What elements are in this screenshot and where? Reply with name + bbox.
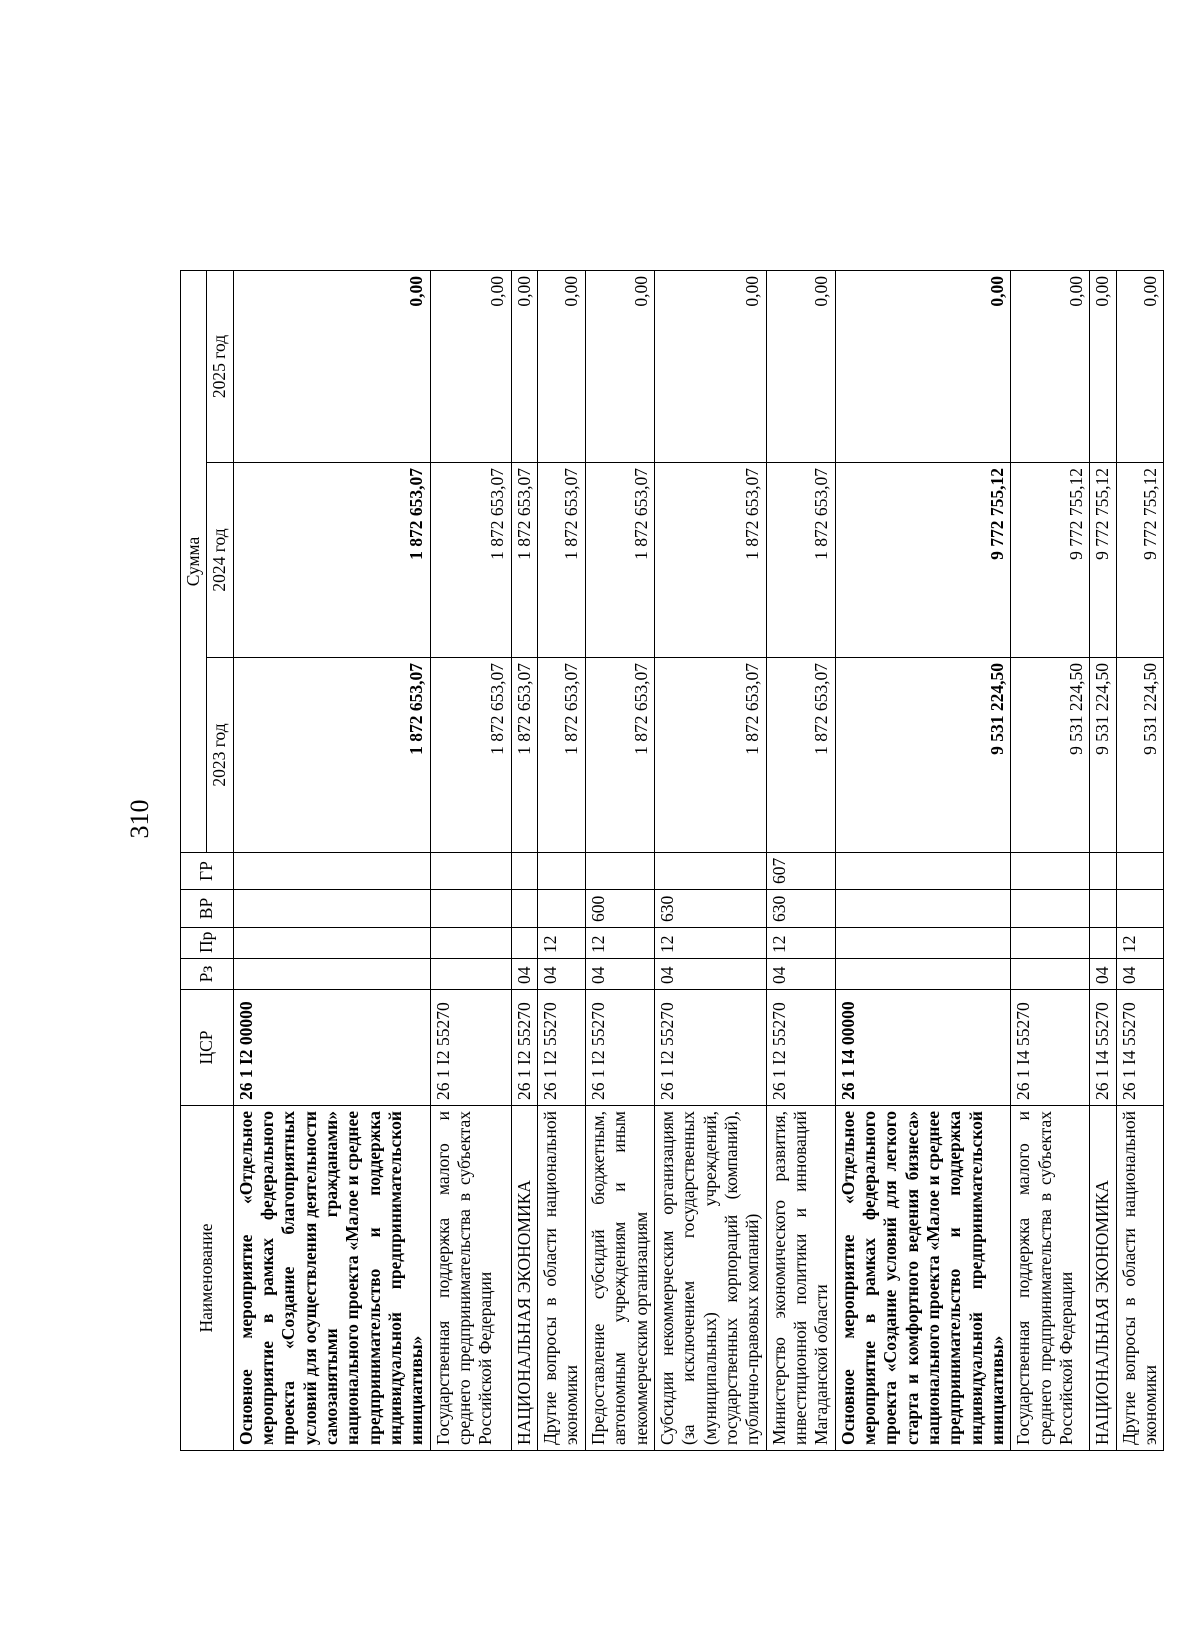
row-name: Основное мероприятие «Отдельное мероприятие в рамках федерального проекта «Создание условий для легкого старта и комфортного ведения бизнеса» национального проекта «Малое и среднее предпринимательство и поддержка индивидуальной предпринимательской инициативы» — [835, 1106, 1011, 1451]
row-rz: 04 — [1116, 959, 1164, 990]
header-sum: Сумма — [181, 271, 207, 853]
row-vr — [233, 890, 430, 928]
row-sum-2025: 0,00 — [430, 271, 511, 463]
row-sum-2025: 0,00 — [233, 271, 430, 463]
row-sum-2024: 1 872 653,07 — [654, 463, 766, 658]
row-gr — [585, 853, 654, 890]
row-sum-2023: 1 872 653,07 — [654, 658, 766, 853]
row-pr — [835, 928, 1011, 959]
row-name: Другие вопросы в области национальной экономики — [538, 1106, 586, 1451]
row-sum-2024: 1 872 653,07 — [233, 463, 430, 658]
row-vr: 630 — [766, 890, 835, 928]
row-gr — [538, 853, 586, 890]
row-gr: 607 — [766, 853, 835, 890]
row-sum-2024: 1 872 653,07 — [430, 463, 511, 658]
table-row — [511, 271, 537, 1451]
row-vr — [538, 890, 586, 928]
table-row — [233, 271, 430, 1451]
rotated-budget-table-wrapper — [180, 271, 1161, 1451]
row-sum-2025: 0,00 — [835, 271, 1011, 463]
row-rz: 04 — [766, 959, 835, 990]
row-sum-2025: 0,00 — [585, 271, 654, 463]
row-vr — [430, 890, 511, 928]
row-pr: 12 — [1116, 928, 1164, 959]
row-sum-2023: 1 872 653,07 — [511, 658, 537, 853]
row-name: Предоставление субсидий бюджетным, автономным учреждениям и иным некоммерческим организациям — [585, 1106, 654, 1451]
row-vr — [835, 890, 1011, 928]
row-sum-2025: 0,00 — [1090, 271, 1116, 463]
row-gr — [1011, 853, 1090, 890]
row-name: Государственная поддержка малого и среднего предпринимательства в субъектах Российской Федерации — [1011, 1106, 1090, 1451]
row-name: НАЦИОНАЛЬНАЯ ЭКОНОМИКА — [511, 1106, 537, 1451]
table-body — [233, 271, 1164, 1451]
row-csr: 26 1 I4 55270 — [1011, 990, 1090, 1106]
table-row — [654, 271, 766, 1451]
table-row — [538, 271, 586, 1451]
row-sum-2024: 1 872 653,07 — [511, 463, 537, 658]
row-sum-2023: 9 531 224,50 — [1090, 658, 1116, 853]
row-sum-2023: 1 872 653,07 — [233, 658, 430, 853]
row-name: Основное мероприятие «Отдельное мероприятие в рамках федерального проекта «Создание благоприятных условий для осуществления деятельности самозанятыми гражданами» национального проекта «Малое и среднее предпринимательство и поддержка индивидуальной предпринимательской инициативы» — [233, 1106, 430, 1451]
header-gr: ГР — [181, 853, 234, 890]
row-pr: 12 — [585, 928, 654, 959]
row-csr: 26 1 I4 55270 — [1116, 990, 1164, 1106]
row-sum-2024: 9 772 755,12 — [835, 463, 1011, 658]
row-csr: 26 1 I2 55270 — [654, 990, 766, 1106]
row-gr — [1116, 853, 1164, 890]
row-gr — [835, 853, 1011, 890]
header-pr: Пр — [181, 928, 234, 959]
header-name: Наименование — [181, 1106, 234, 1451]
header-vr: ВР — [181, 890, 234, 928]
table-row — [766, 271, 835, 1451]
header-year-2023: 2023 год — [207, 658, 233, 853]
header-csr: ЦСР — [181, 990, 234, 1106]
row-sum-2025: 0,00 — [1116, 271, 1164, 463]
budget-table — [180, 270, 1164, 1451]
row-rz — [233, 959, 430, 990]
row-sum-2023: 9 531 224,50 — [1116, 658, 1164, 853]
row-sum-2024: 9 772 755,12 — [1090, 463, 1116, 658]
row-rz — [1011, 959, 1090, 990]
table-row — [835, 271, 1011, 1451]
row-csr: 26 1 I2 55270 — [585, 990, 654, 1106]
row-pr: 12 — [538, 928, 586, 959]
row-name: Другие вопросы в области национальной экономики — [1116, 1106, 1164, 1451]
row-pr — [233, 928, 430, 959]
header-rz: Рз — [181, 959, 234, 990]
table-row — [430, 271, 511, 1451]
row-sum-2025: 0,00 — [654, 271, 766, 463]
row-gr — [1090, 853, 1116, 890]
row-vr: 630 — [654, 890, 766, 928]
row-sum-2024: 1 872 653,07 — [538, 463, 586, 658]
row-csr: 26 1 I4 55270 — [1090, 990, 1116, 1106]
row-pr — [1090, 928, 1116, 959]
table-row — [1090, 271, 1116, 1451]
row-rz — [430, 959, 511, 990]
row-csr: 26 1 I2 55270 — [430, 990, 511, 1106]
row-csr: 26 1 I2 00000 — [233, 990, 430, 1106]
header-year-2025: 2025 год — [207, 271, 233, 463]
table-row — [1116, 271, 1164, 1451]
row-rz: 04 — [511, 959, 537, 990]
row-vr: 600 — [585, 890, 654, 928]
row-sum-2024: 9 772 755,12 — [1011, 463, 1090, 658]
row-gr — [233, 853, 430, 890]
header-year-2024: 2024 год — [207, 463, 233, 658]
row-name: НАЦИОНАЛЬНАЯ ЭКОНОМИКА — [1090, 1106, 1116, 1451]
row-vr — [511, 890, 537, 928]
row-csr: 26 1 I2 55270 — [511, 990, 537, 1106]
row-sum-2023: 1 872 653,07 — [585, 658, 654, 853]
row-sum-2025: 0,00 — [538, 271, 586, 463]
table-row — [585, 271, 654, 1451]
row-rz: 04 — [538, 959, 586, 990]
row-vr — [1011, 890, 1090, 928]
row-sum-2023: 1 872 653,07 — [430, 658, 511, 853]
row-gr — [654, 853, 766, 890]
row-sum-2023: 9 531 224,50 — [1011, 658, 1090, 853]
row-rz — [835, 959, 1011, 990]
row-pr: 12 — [654, 928, 766, 959]
row-sum-2024: 9 772 755,12 — [1116, 463, 1164, 658]
row-sum-2025: 0,00 — [511, 271, 537, 463]
row-sum-2025: 0,00 — [1011, 271, 1090, 463]
row-name: Субсидии некоммерческим организациям (за исключением государственных (муниципальных) учреждений, государственных корпораций (компаний), публично-правовых компаний) — [654, 1106, 766, 1451]
row-sum-2023: 9 531 224,50 — [835, 658, 1011, 853]
row-rz: 04 — [1090, 959, 1116, 990]
row-pr — [430, 928, 511, 959]
row-gr — [511, 853, 537, 890]
row-sum-2023: 1 872 653,07 — [538, 658, 586, 853]
row-rz: 04 — [654, 959, 766, 990]
row-csr: 26 1 I4 00000 — [835, 990, 1011, 1106]
row-pr — [1011, 928, 1090, 959]
row-pr: 12 — [766, 928, 835, 959]
row-vr — [1116, 890, 1164, 928]
row-sum-2024: 1 872 653,07 — [766, 463, 835, 658]
row-name: Министерство экономического развития, инвестиционной политики и инноваций Магаданской области — [766, 1106, 835, 1451]
row-csr: 26 1 I2 55270 — [766, 990, 835, 1106]
row-csr: 26 1 I2 55270 — [538, 990, 586, 1106]
row-sum-2025: 0,00 — [766, 271, 835, 463]
row-name: Государственная поддержка малого и среднего предпринимательства в субъектах Российской Федерации — [430, 1106, 511, 1451]
row-rz: 04 — [585, 959, 654, 990]
row-pr — [511, 928, 537, 959]
row-vr — [1090, 890, 1116, 928]
row-gr — [430, 853, 511, 890]
table-row — [1011, 271, 1090, 1451]
row-sum-2023: 1 872 653,07 — [766, 658, 835, 853]
page-number: 310 — [125, 799, 154, 839]
row-sum-2024: 1 872 653,07 — [585, 463, 654, 658]
